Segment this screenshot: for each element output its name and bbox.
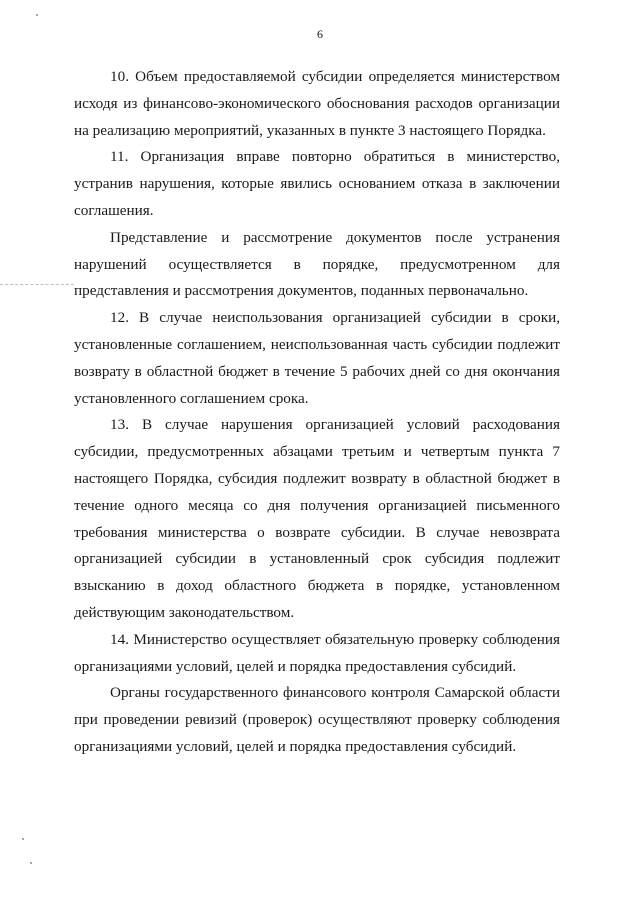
paragraph-line: установленные соглашением, неиспользованная часть субсидии подлежит [74,335,560,353]
paragraph-line: устранив нарушения, которые явились основанием отказа в заключении [74,175,560,193]
paragraph-line: при проведении ревизий (проверок) осуществляют проверку соблюдения [74,711,560,729]
page-number: 6 [317,27,323,41]
paragraph [74,64,560,144]
paragraph-line: Представление и рассмотрение документов после устранения [110,228,560,246]
paragraph-line: 11. Организация вправе повторно обратиться в министерство, [110,148,560,166]
paragraph-line: субсидии, предусмотренных абзацами третьим и четвертым пункта 7 [74,443,560,461]
paragraph-line: соглашения. [74,201,154,219]
scan-artifact-dot [30,862,32,864]
paragraph [74,305,560,412]
paragraph-line: представления и рассмотрения документов, поданных первоначально. [74,282,529,300]
scan-artifact-dot [22,838,24,840]
paragraph-line: течение одного месяца со дня получения организацией письменного [74,496,560,514]
paragraph [74,680,560,760]
paragraph-line: исходя из финансово-экономического обоснования расходов организации [74,94,560,112]
paragraph-line: нарушений осуществляется в порядке, предусмотренном для [74,255,560,273]
paragraph-line: 12. В случае неиспользования организацией субсидии в сроки, [110,309,560,327]
paragraph-line: действующим законодательством. [74,603,295,621]
paragraph [74,144,560,224]
paragraph-line: организациями условий, целей и порядка предоставления субсидий. [74,737,517,755]
scan-artifact-line [0,284,74,285]
document-body [74,64,560,761]
paragraph-line: Органы государственного финансового контроля Самарской области [110,684,560,702]
paragraph-line: 14. Министерство осуществляет обязательную проверку соблюдения [110,630,560,648]
paragraph [74,412,560,626]
paragraph-line: настоящего Порядка, субсидия подлежит возврату в областной бюджет в [74,469,560,487]
paragraph-line: 10. Объем предоставляемой субсидии определяется министерством [110,68,560,85]
paragraph-line: на реализацию мероприятий, указанных в пункте 3 настоящего Порядка. [74,121,546,139]
scan-artifact-dot [36,14,38,16]
paragraph-line: установленного соглашением срока. [74,389,309,407]
paragraph-line: возврату в областной бюджет в течение 5 рабочих дней со дня окончания [74,362,560,380]
paragraph-line: 13. В случае нарушения организацией условий расходования [110,416,560,434]
paragraph [74,627,560,681]
paragraph-line: организациями условий, целей и порядка предоставления субсидий. [74,657,517,675]
paragraph-line: требования министерства о возврате субсидии. В случае невозврата [74,523,560,541]
paragraph-line: взысканию в доход областного бюджета в порядке, установленном [74,577,560,595]
paragraph-line: организацией субсидии в установленный срок субсидия подлежит [74,550,560,568]
paragraph [74,225,560,305]
